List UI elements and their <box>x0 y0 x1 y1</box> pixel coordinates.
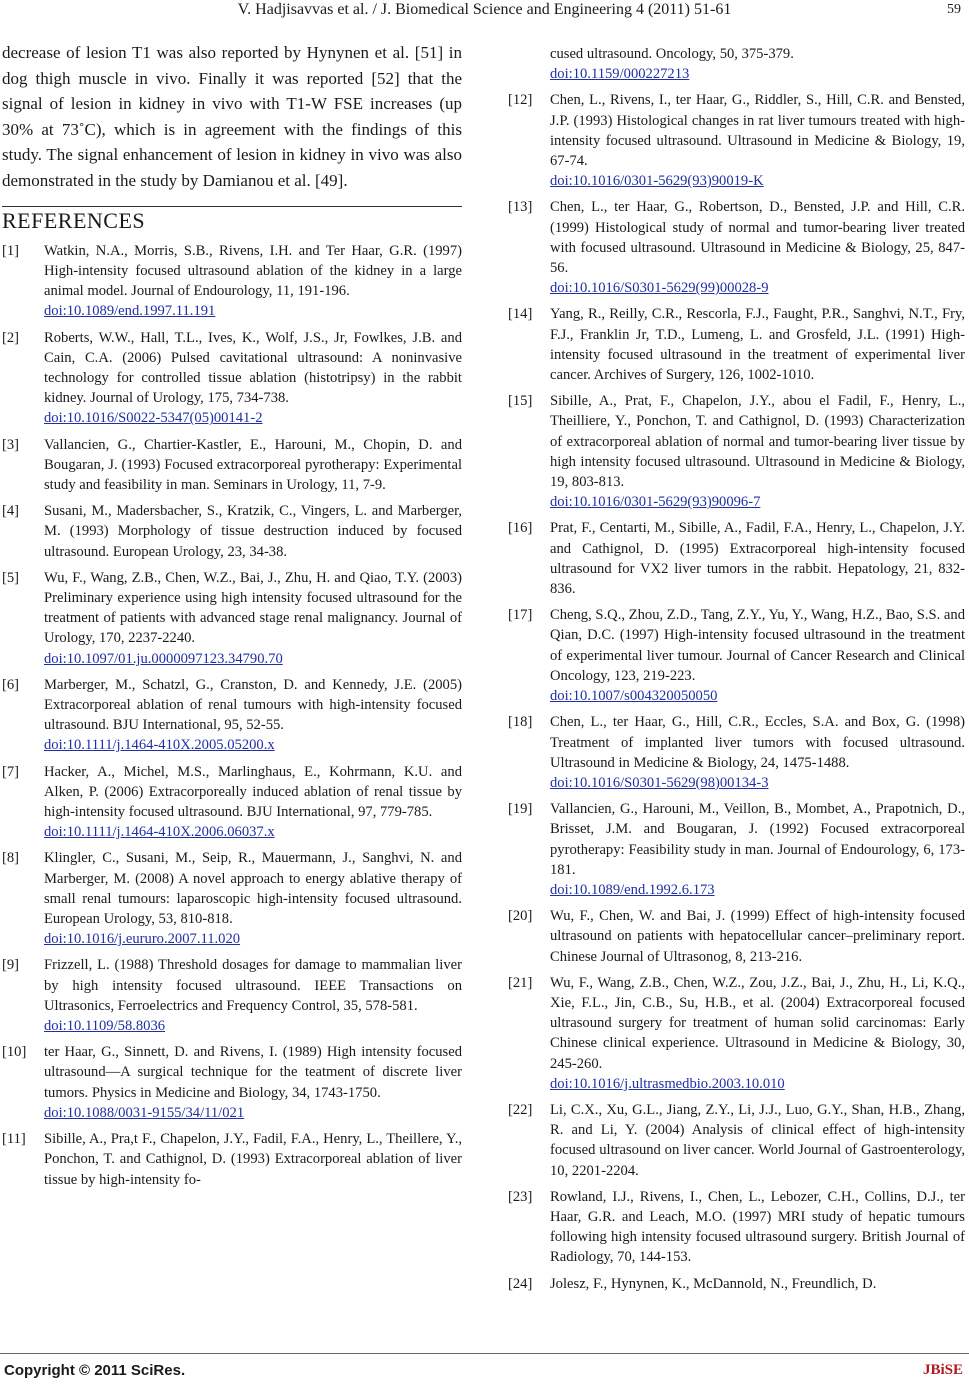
doi-link[interactable]: doi:10.1007/s004320050050 <box>550 688 718 705</box>
doi-link[interactable]: doi:10.1088/0031-9155/34/11/021 <box>44 1104 245 1121</box>
reference-text: Susani, M., Madersbacher, S., Kratzik, C., Vingers, L. and Marberger, M. (1993) Morphology of tissue destruction induced by focused ultrasound. European Urology, 23, 34-38. <box>44 503 462 560</box>
reference-text: Chen, L., Rivens, I., ter Haar, G., Riddler, S., Hill, C.R. and Bensted, J.P. (1993) Histological changes in rat liver tumours treated with high-intensity focused ultrasound. Ultrasound in Medicine & Biology, 19, 67-74. <box>550 92 965 170</box>
reference-text: Rowland, I.J., Rivens, I., Chen, L., Lebozer, C.H., Collins, D.J., ter Haar, G.R. and Leach, M.O. (1997) MRI study of hepatic tumours following high intensity focused ultrasound surgery. British Journal of Radiology, 70, 144-153. <box>550 1188 965 1266</box>
reference-item <box>508 605 965 706</box>
reference-item <box>2 328 462 429</box>
reference-text: Wu, F., Chen, W. and Bai, J. (1999) Effect of high-intensity focused ultrasound on patients with hepatocellular cancer–preliminary report. Chinese Journal of Ultrasonog, 8, 213-216. <box>550 908 965 965</box>
reference-item <box>508 304 965 385</box>
reference-item <box>508 44 965 84</box>
journal-abbreviation: JBiSE <box>922 1362 963 1378</box>
page-number: 59 <box>947 2 961 17</box>
reference-item <box>2 1042 462 1123</box>
reference-item <box>508 1274 965 1294</box>
reference-item <box>2 955 462 1036</box>
doi-link[interactable]: doi:10.1016/j.eururo.2007.11.020 <box>44 931 241 948</box>
right-column <box>508 40 965 1300</box>
reference-text: Sibille, A., Pra,t F., Chapelon, J.Y., Fadil, F.A., Henry, L., Theillere, Y., Ponchon, T. and Cathignol, D. (1993) Extracorporeal ablation of liver tissue by high-intensity fo- <box>44 1131 462 1188</box>
reference-number: [4] <box>2 503 20 520</box>
reference-number: [8] <box>2 850 20 867</box>
reference-number: [21] <box>508 974 533 991</box>
reference-text: Roberts, W.W., Hall, T.L., Ives, K., Wolf, J.S., Jr, Fowlkes, J.B. and Cain, C.A. (2006) Pulsed cavitational ultrasound: A noninvasive technology for controlled tissue ablation (histotripsy) in the rabbit kidney. Journal of Urology, 175, 734-738. <box>44 329 462 407</box>
reference-item <box>508 973 965 1094</box>
doi-link[interactable]: doi:10.1089/end.1997.11.191 <box>44 303 216 320</box>
reference-number: [11] <box>2 1131 26 1148</box>
reference-text: Hacker, A., Michel, M.S., Marlinghaus, E., Kohrmann, K.U. and Alken, P. (2006) Extracorporeally induced ablation of renal tissue by high-intensity focused ultrasound. BJU International, 97, 779-785. <box>44 763 462 821</box>
reference-item <box>508 799 965 900</box>
reference-number: [3] <box>2 436 20 453</box>
reference-item <box>508 1187 965 1268</box>
intro-paragraph: decrease of lesion T1 was also reported by Hynynen et al. [51] in dog thigh muscle in vivo. Finally it was reported [52] that the signal of lesion in kidney in vivo with T1-W FSE increases (up 30% at 73˚C), which is in agreement with the findings of this study. The signal enhancement of lesion in kidney in vivo was also demonstrated in the study by Damianou et al. [49]. <box>2 43 462 190</box>
doi-link[interactable]: doi:10.1111/j.1464-410X.2006.06037.x <box>44 824 275 841</box>
doi-link[interactable]: doi:10.1016/0301-5629(93)90096-7 <box>550 494 761 511</box>
footer-rule <box>0 1353 969 1354</box>
reference-item <box>508 906 965 967</box>
reference-number: [20] <box>508 908 533 925</box>
running-head: V. Hadjisavvas et al. / J. Biomedical Science and Engineering 4 (2011) 51-61 <box>237 1 732 18</box>
reference-text: Yang, R., Reilly, C.R., Rescorla, F.J., Faught, P.R., Sanghvi, N.T., Fry, F.J., Franklin Jr, T.D., Lumeng, L. and Grosfeld, J.L. (1991) High-intensity focused ultrasound in the treatment of experimental liver cancer. Archives of Surgery, 126, 1002-1010. <box>550 306 965 384</box>
reference-item <box>508 518 965 599</box>
reference-number: [5] <box>2 569 20 586</box>
reference-item <box>508 391 965 512</box>
doi-link[interactable]: doi:10.1016/S0301-5629(99)00028-9 <box>550 280 769 297</box>
reference-item <box>508 90 965 191</box>
reference-number: [23] <box>508 1188 533 1205</box>
reference-item <box>2 675 462 756</box>
reference-text: Prat, F., Centarti, M., Sibille, A., Fadil, F.A., Henry, L., Chapelon, J.Y. and Cathignol, D. (1995) Extracorporeal high-intensity focused ultrasound for VX2 liver tumors in the rabbit. Hepatology, 21, 832-836. <box>550 520 965 598</box>
doi-link[interactable]: doi:10.1016/0301-5629(93)90019-K <box>550 173 764 190</box>
reference-item <box>2 848 462 949</box>
doi-link[interactable]: doi:10.1159/000227213 <box>550 66 690 83</box>
doi-link[interactable]: doi:10.1016/S0022-5347(05)00141-2 <box>44 410 263 427</box>
reference-item <box>2 241 462 322</box>
section-rule <box>2 206 462 207</box>
reference-number: [13] <box>508 199 533 216</box>
reference-text: cused ultrasound. Oncology, 50, 375-379. <box>550 46 794 62</box>
doi-link[interactable]: doi:10.1089/end.1992.6.173 <box>550 881 715 898</box>
reference-text: Chen, L., ter Haar, G., Robertson, D., Bensted, J.P. and Hill, C.R. (1999) Histological study of normal and tumor-bearing liver treated with focused ultrasound. Ultrasound in Medicine & Biology, 25, 847-56. <box>550 199 965 277</box>
reference-number: [6] <box>2 676 20 693</box>
copyright-notice: Copyright © 2011 SciRes. <box>4 1362 186 1379</box>
reference-text: Wu, F., Wang, Z.B., Chen, W.Z., Zou, J.Z., Bai, J., Zhu, H., Li, K.Q., Xie, F.L., Jin, C.B., Su, H.B., et al. (2004) Extracorporeal focused ultrasound surgery for treatment of human solid carcinomas: Early Chinese clinical experience. Ultrasound in Medicine & Biology, 30, 245-260. <box>550 974 965 1072</box>
reference-number: [17] <box>508 607 533 624</box>
reference-number: [15] <box>508 393 533 410</box>
reference-text: Sibille, A., Prat, F., Chapelon, J.Y., abou el Fadil, F., Henry, L., Theilliere, Y., Ponchon, T. and Cathignol, D. (1993) Characterization of extracorporeal ablation of normal and tumor-bearing liver tissue by high intensity focused ultrasound. Ultrasound in Medicine & Biology, 19, 803-813. <box>550 393 965 491</box>
reference-item <box>508 1100 965 1181</box>
reference-number: [12] <box>508 92 533 109</box>
reference-number: [14] <box>508 306 533 323</box>
reference-item <box>508 197 965 298</box>
reference-text: Chen, L., ter Haar, G., Hill, C.R., Eccles, S.A. and Box, G. (1998) Treatment of implanted liver tumors with focused ultrasound. Ultrasound in Medicine & Biology, 24, 1475-1488. <box>550 714 965 771</box>
reference-text: Li, C.X., Xu, G.L., Jiang, Z.Y., Li, J.J., Luo, G.Y., Shan, H.B., Zhang, R. and Li, Y. (2004) Analysis of clinical effect of high-intensity focused ultrasound on liver cancer. World Journal of Gastroenterology, 10, 2201-2204. <box>550 1101 965 1179</box>
references-list-right <box>508 44 965 1294</box>
doi-link[interactable]: doi:10.1097/01.ju.0000097123.34790.70 <box>44 650 283 667</box>
reference-item <box>2 435 462 496</box>
reference-item <box>2 501 462 562</box>
reference-text: Jolesz, F., Hynynen, K., McDannold, N., Freundlich, D. <box>550 1275 877 1292</box>
references-list-left <box>2 241 462 1190</box>
references-heading: REFERENCES <box>2 207 146 233</box>
doi-link[interactable]: doi:10.1111/j.1464-410X.2005.05200.x <box>44 737 275 754</box>
reference-item <box>2 1129 462 1190</box>
doi-link[interactable]: doi:10.1016/j.ultrasmedbio.2003.10.010 <box>550 1075 785 1092</box>
reference-text: Vallancien, G., Harouni, M., Veillon, B., Mombet, A., Prapotnich, D., Brisset, J.M. and Bougaran, J. (1992) Focused extracorporeal pyrotherapy: Feasibility study in man. Journal of Endourology, 6, 173-181. <box>550 801 965 878</box>
reference-number: [22] <box>508 1101 533 1118</box>
reference-number: [19] <box>508 801 533 818</box>
reference-item <box>2 762 462 843</box>
reference-text: Vallancien, G., Chartier-Kastler, E., Harouni, M., Chopin, D. and Bougaran, J. (1993) Focused extracorporeal pyrotherapy: Experimental study and feasibility in man. Seminars in Urology, 11, 7-9. <box>44 436 462 493</box>
left-column <box>2 40 462 1196</box>
reference-number: [10] <box>2 1044 27 1061</box>
reference-item <box>508 712 965 793</box>
reference-text: ter Haar, G., Sinnett, D. and Rivens, I. (1989) High intensity focused ultrasound—A surgical technique for the teatment of discrete liver tumors. Physics in Medicine and Biology, 34, 1743-1750. <box>44 1044 462 1101</box>
reference-text: Frizzell, L. (1988) Threshold dosages for damage to mammalian liver by high intensity focused ultrasound. IEEE Transactions on Ultrasonics, Ferroelectrics and Frequency Control, 35, 578-581. <box>44 957 462 1014</box>
doi-link[interactable]: doi:10.1109/58.8036 <box>44 1018 166 1035</box>
reference-number: [2] <box>2 329 20 346</box>
reference-number: [7] <box>2 763 20 780</box>
reference-number: [18] <box>508 714 533 731</box>
reference-number: [24] <box>508 1275 533 1292</box>
reference-text: Wu, F., Wang, Z.B., Chen, W.Z., Bai, J., Zhu, H. and Qiao, T.Y. (2003) Preliminary experience using high intensity focused ultrasound for the treatment of patients with advanced stage renal malignancy. Journal of Urology, 170, 2237-2240. <box>44 569 462 647</box>
reference-text: Marberger, M., Schatzl, G., Cranston, D. and Kennedy, J.E. (2005) Extracorporeal ablation of renal tumours with high-intensity focused ultrasound. BJU International, 95, 52-55. <box>44 676 462 734</box>
reference-item <box>2 568 462 669</box>
doi-link[interactable]: doi:10.1016/S0301-5629(98)00134-3 <box>550 774 769 791</box>
reference-number: [16] <box>508 520 533 537</box>
reference-text: Watkin, N.A., Morris, S.B., Rivens, I.H. and Ter Haar, G.R. (1997) High-intensity focused ultrasound ablation of the kidney in a large animal model. Journal of Endourology, 11, 191-196. <box>44 242 462 300</box>
reference-text: Cheng, S.Q., Zhou, Z.D., Tang, Z.Y., Yu, Y., Wang, H.Z., Bao, S.S. and Qian, D.C. (1997) High-intensity focused ultrasound in the treatment of experimental liver tumour. Journal of Cancer Research and Clinical Oncology, 123, 219-223. <box>550 607 965 684</box>
reference-text: Klingler, C., Susani, M., Seip, R., Mauermann, J., Sanghvi, N. and Marberger, M. (2008) A novel approach to energy ablative therapy of small renal tumours: laparoscopic high-intensity focused ultrasound. European Urology, 53, 810-818. <box>44 850 462 928</box>
reference-number: [9] <box>2 957 20 974</box>
reference-number: [1] <box>2 242 20 259</box>
